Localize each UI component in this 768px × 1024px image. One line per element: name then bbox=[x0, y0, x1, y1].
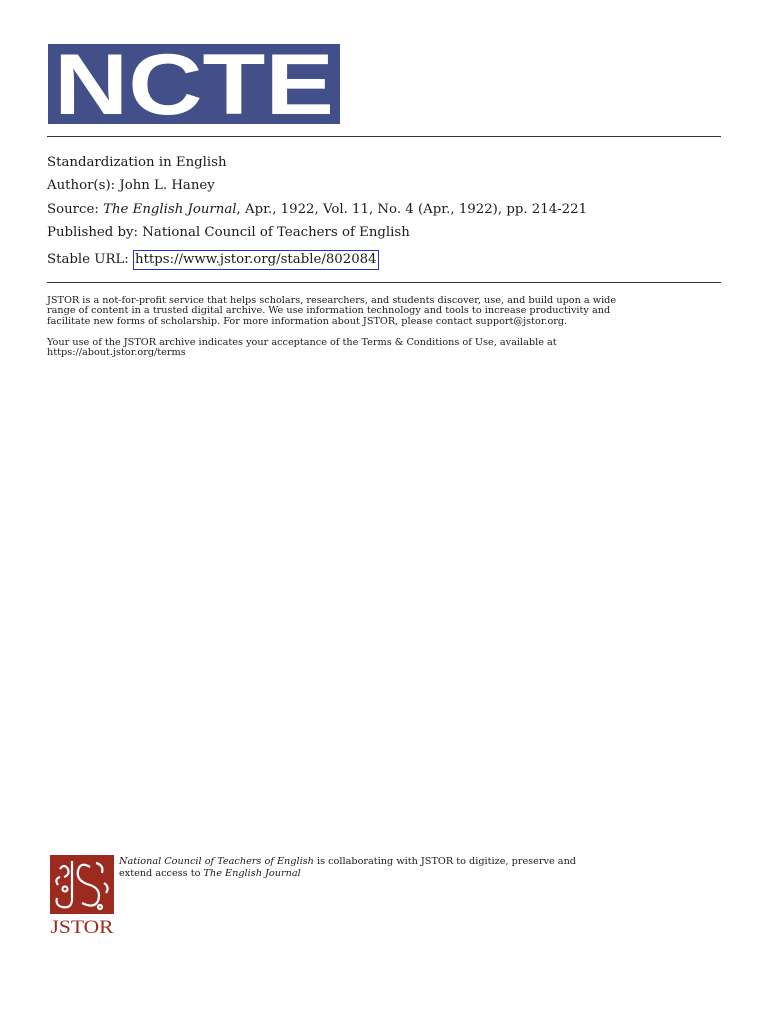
stable-url-line bbox=[47, 250, 379, 270]
notice-line-2: range of content in a trusted digital archive. We use information technology and tools to increase productivity and bbox=[47, 305, 611, 316]
stable-url-label: Stable URL: bbox=[47, 252, 129, 267]
footer-text-2: extend access to bbox=[119, 868, 204, 879]
author-name: John L. Haney bbox=[119, 178, 215, 193]
notice-line-3: facilitate new forms of scholarship. For more information about JSTOR, please contact support@jstor.org. bbox=[47, 316, 568, 327]
header-divider bbox=[47, 136, 721, 137]
ncte-logo bbox=[48, 44, 340, 124]
author-line bbox=[47, 178, 215, 194]
publisher-line bbox=[47, 225, 410, 241]
jstor-logo bbox=[50, 855, 114, 935]
source-label: Source: bbox=[47, 202, 99, 217]
footer-line-1 bbox=[119, 856, 576, 868]
article-title: Standardization in English bbox=[47, 155, 227, 170]
source-line bbox=[47, 202, 587, 218]
stable-url-link[interactable]: https://www.jstor.org/stable/802084 bbox=[133, 250, 379, 270]
jstor-logo-text: JSTOR bbox=[50, 917, 114, 935]
journal-title: The English Journal bbox=[103, 202, 237, 217]
footer-text-1: is collaborating with JSTOR to digitize, preserve and bbox=[313, 856, 577, 867]
footer-journal: The English Journal bbox=[203, 868, 301, 879]
terms-link[interactable]: https://about.jstor.org/terms bbox=[47, 347, 186, 358]
source-detail: , Apr., 1922, Vol. 11, No. 4 (Apr., 1922), pp. 214-221 bbox=[236, 202, 588, 217]
publisher-name: National Council of Teachers of English bbox=[142, 225, 410, 240]
publisher-label: Published by: bbox=[47, 225, 139, 240]
notice-line-1: JSTOR is a not-for-profit service that helps scholars, researchers, and students discover, use, and build upon a wide bbox=[47, 295, 617, 306]
footer-org: National Council of Teachers of English bbox=[119, 856, 314, 867]
terms-line-1: Your use of the JSTOR archive indicates your acceptance of the Terms & Conditions of Use, available at bbox=[47, 337, 557, 348]
ncte-logo-text: NCTE bbox=[54, 44, 334, 124]
footer-line-2 bbox=[119, 868, 301, 880]
metadata-divider bbox=[47, 282, 721, 283]
author-label: Author(s): bbox=[47, 178, 116, 193]
